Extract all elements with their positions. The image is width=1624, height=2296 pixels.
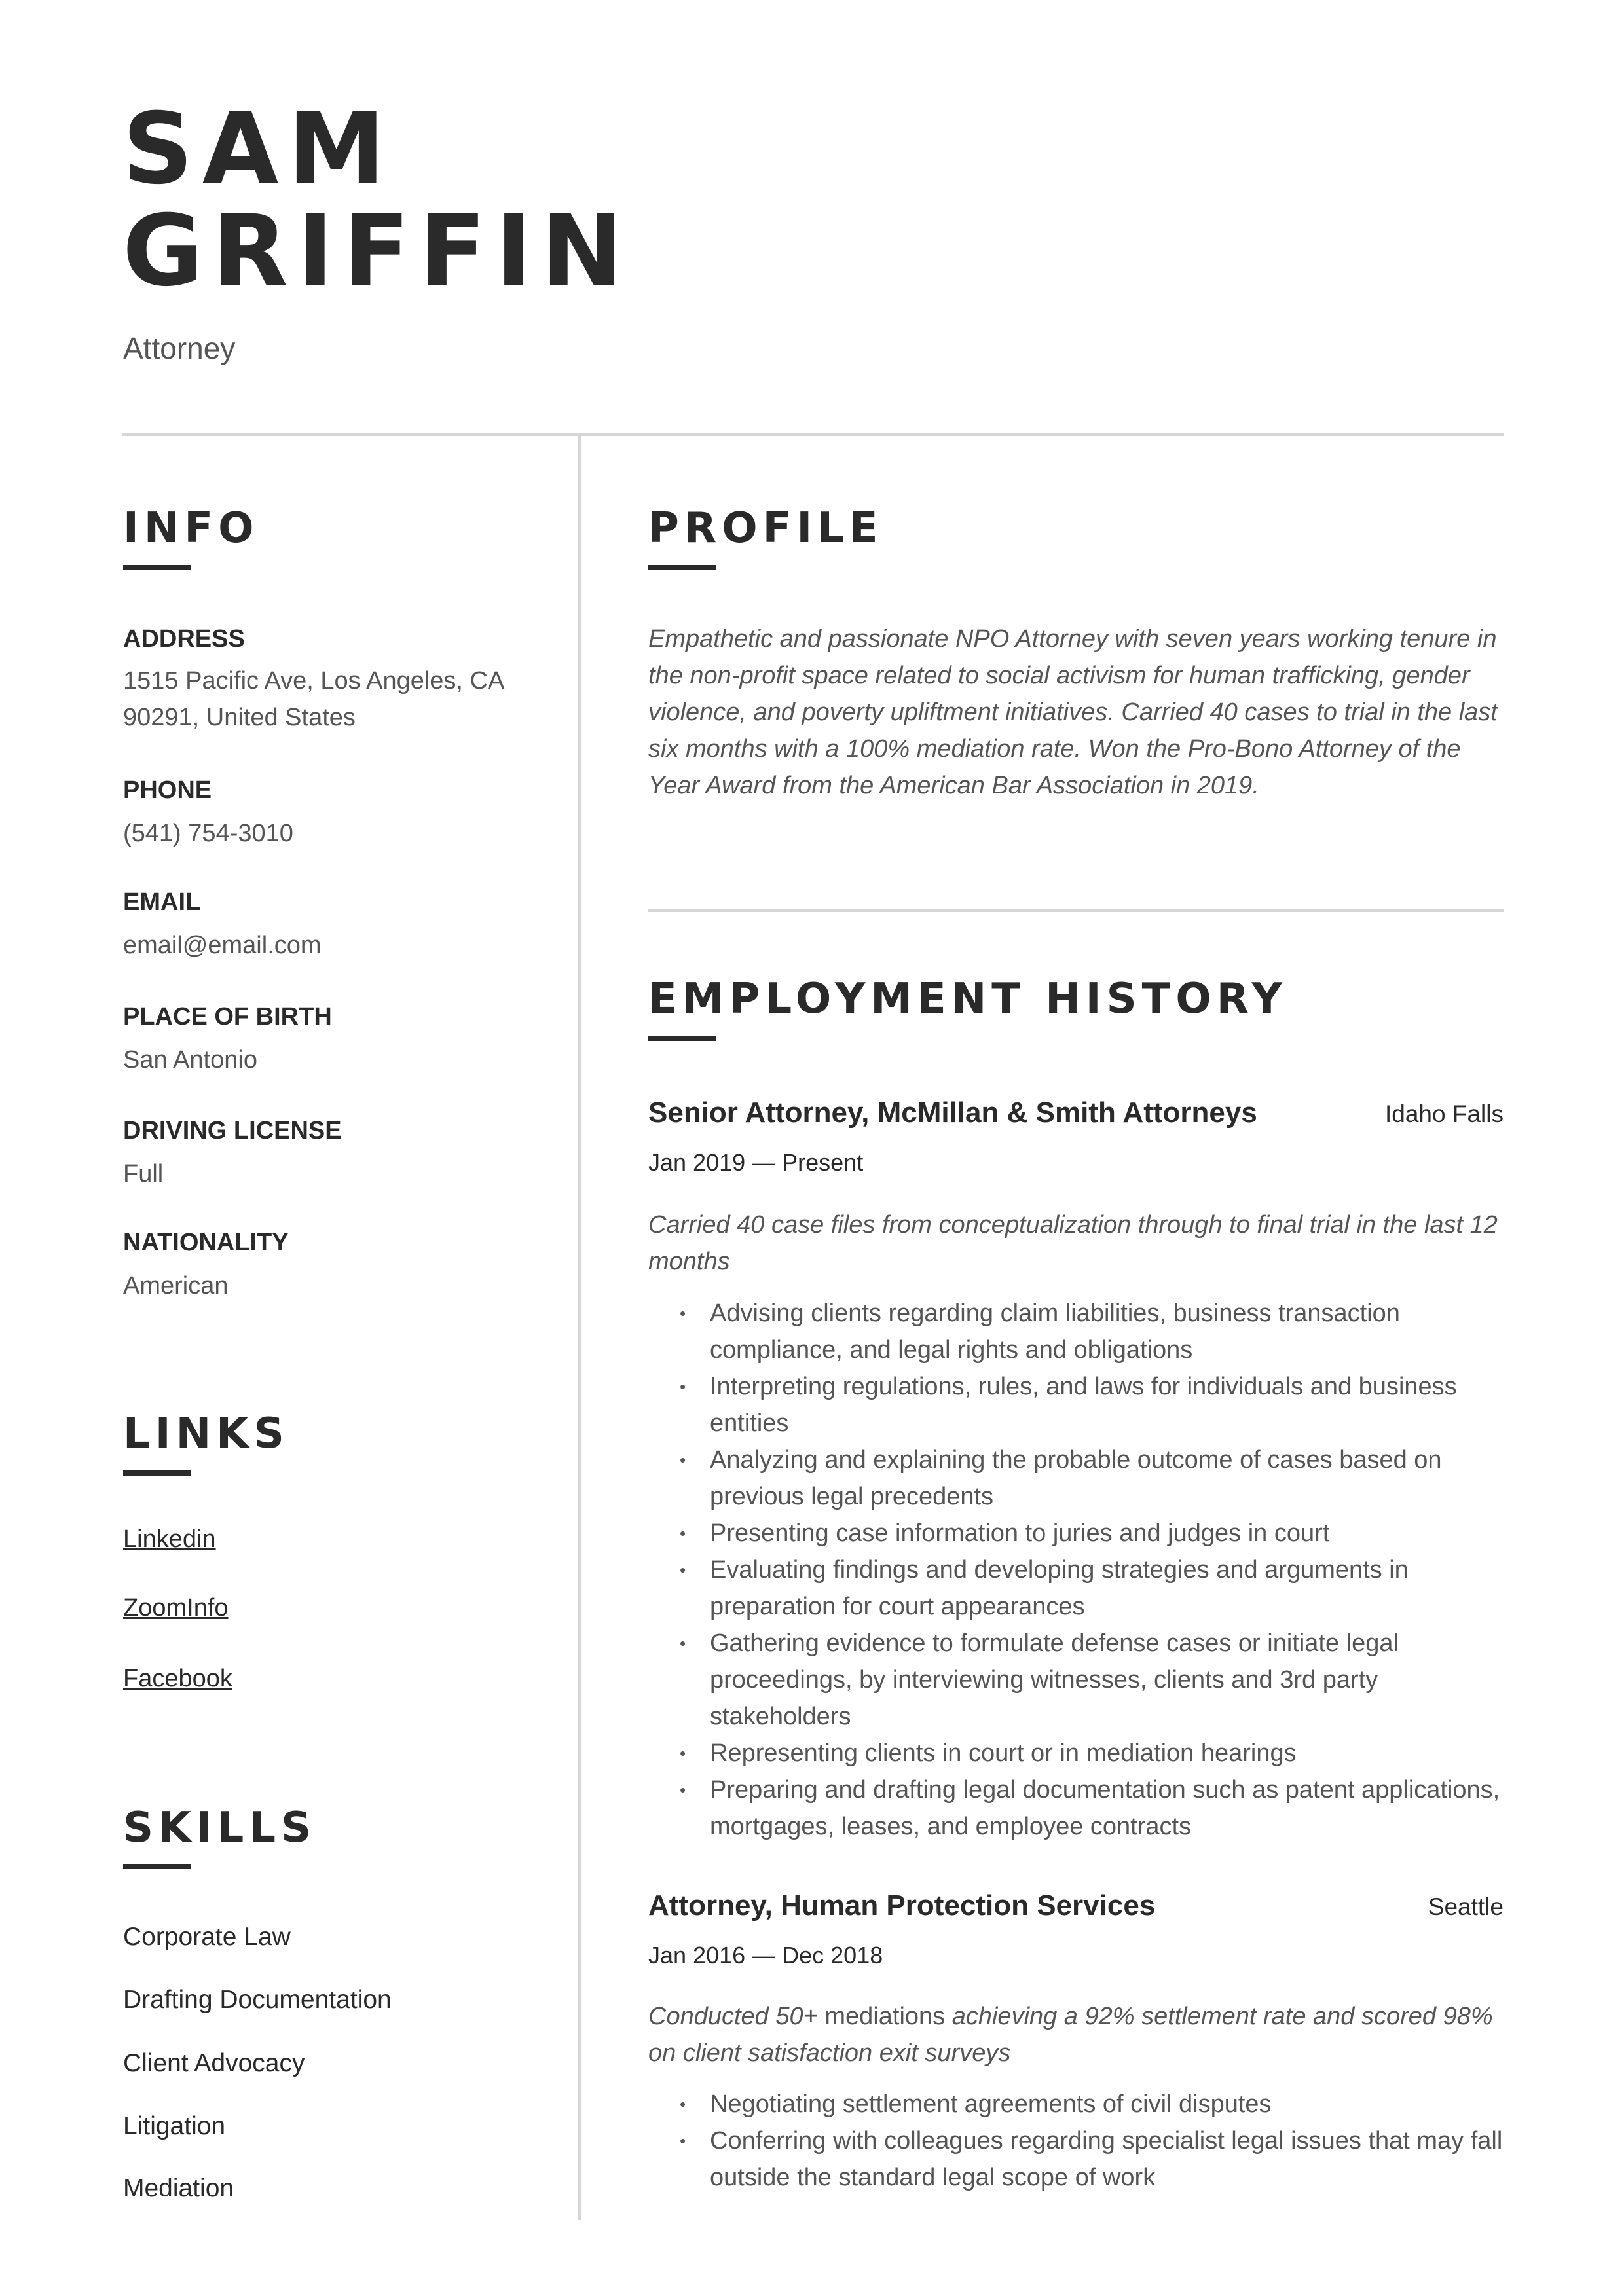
links-heading: LINKS <box>123 1410 289 1458</box>
list-item: • Preparing and drafting legal documentation such as patent applications, mortgages, leases, and employee contracts <box>680 1772 1511 1845</box>
skill-item: Drafting Documentation <box>123 1986 392 2014</box>
job-summary-2-part-3: achieving a 92% settlement rate and scored 98% on client satisfaction exit surveys <box>648 2003 1493 2067</box>
job-summary-2-part-2: mediations <box>824 2003 946 2030</box>
address-value <box>123 663 542 736</box>
list-item: • Evaluating findings and developing strategies and arguments in preparation for court appearances <box>680 1552 1511 1625</box>
section-divider <box>648 909 1504 912</box>
candidate-name <box>122 92 633 308</box>
birth-label: PLACE OF BIRTH <box>123 1003 332 1030</box>
header-divider <box>122 433 1504 436</box>
list-item: • Gathering evidence to formulate defense cases or initiate legal proceedings, by interviewing witnesses, clients and 3rd party stakeholders <box>680 1625 1511 1735</box>
job-duties-1 <box>680 1295 1511 1845</box>
zoominfo-link[interactable]: ZoomInfo <box>123 1594 229 1622</box>
job-dates-1: Jan 2019 — Present <box>648 1149 864 1176</box>
phone-label: PHONE <box>123 776 212 804</box>
employment-heading: EMPLOYMENT HISTORY <box>648 975 1287 1023</box>
list-item: • Presenting case information to juries and judges in court <box>680 1515 1511 1552</box>
list-item: • Conferring with colleagues regarding specialist legal issues that may fall outside the standard legal scope of work <box>680 2123 1511 2196</box>
list-item: • Negotiating settlement agreements of civil disputes <box>680 2086 1511 2123</box>
list-item: • Interpreting regulations, rules, and laws for individuals and business entities <box>680 1368 1511 1442</box>
info-heading-underline <box>123 565 191 570</box>
email-value: email@email.com <box>123 932 322 959</box>
skills-heading: SKILLS <box>123 1804 317 1852</box>
skill-item: Client Advocacy <box>123 2049 305 2077</box>
job-summary-2-part-1: Conducted 50+ <box>648 2003 818 2030</box>
license-label: DRIVING LICENSE <box>123 1117 342 1144</box>
address-line-1: 1515 Pacific Ave, Los Angeles, CA <box>123 667 505 695</box>
job-location-1: Idaho Falls <box>1385 1101 1504 1127</box>
birth-value: San Antonio <box>123 1046 257 1074</box>
facebook-link[interactable]: Facebook <box>123 1665 232 1692</box>
email-label: EMAIL <box>123 888 201 916</box>
job-dates-2: Jan 2016 — Dec 2018 <box>648 1942 883 1969</box>
employment-heading-underline <box>648 1036 716 1041</box>
links-heading-underline <box>123 1470 191 1476</box>
list-item: • Representing clients in court or in mediation hearings <box>680 1735 1511 1772</box>
list-item: • Advising clients regarding claim liabilities, business transaction compliance, and legal rights and obligations <box>680 1295 1511 1368</box>
linkedin-link[interactable]: Linkedin <box>123 1525 216 1553</box>
address-label: ADDRESS <box>123 625 245 653</box>
list-item: • Analyzing and explaining the probable outcome of cases based on previous legal precedents <box>680 1442 1511 1515</box>
job-location-2: Seattle <box>1428 1893 1504 1920</box>
phone-value: (541) 754-3010 <box>123 820 293 847</box>
skill-item: Corporate Law <box>123 1923 291 1951</box>
column-divider <box>578 436 581 2220</box>
nationality-value: American <box>123 1272 229 1300</box>
profile-heading-underline <box>648 565 716 570</box>
skill-item: Litigation <box>123 2112 226 2140</box>
last-name: GRIFFIN <box>122 194 633 308</box>
job-summary-1: Carried 40 case files from conceptualization through to final trial in the last 12 months <box>648 1211 1498 1275</box>
job-title: Attorney <box>123 331 236 365</box>
first-name: SAM <box>122 92 395 206</box>
skills-heading-underline <box>123 1864 191 1869</box>
address-line-2: 90291, United States <box>123 704 356 731</box>
license-value: Full <box>123 1160 164 1188</box>
job-title-2: Attorney, Human Protection Services <box>648 1889 1156 1922</box>
skill-item: Mediation <box>123 2174 234 2202</box>
job-duties-2 <box>680 2086 1511 2196</box>
profile-summary: Empathetic and passionate NPO Attorney with seven years working tenure in the non-profit space related to social activism for human trafficking, gender violence, and poverty upliftment initiatives. Carried 40 cases to trial in the last six months with a 100% mediation rate. Won the Pro-Bono Attorney of the Year Award from the American Bar Association in 2019. <box>648 625 1498 799</box>
job-summary-2 <box>648 1998 1506 2071</box>
nationality-label: NATIONALITY <box>123 1229 289 1256</box>
info-heading: INFO <box>123 504 259 553</box>
job-title-1: Senior Attorney, McMillan & Smith Attorneys <box>648 1097 1257 1129</box>
profile-heading: PROFILE <box>648 504 883 553</box>
